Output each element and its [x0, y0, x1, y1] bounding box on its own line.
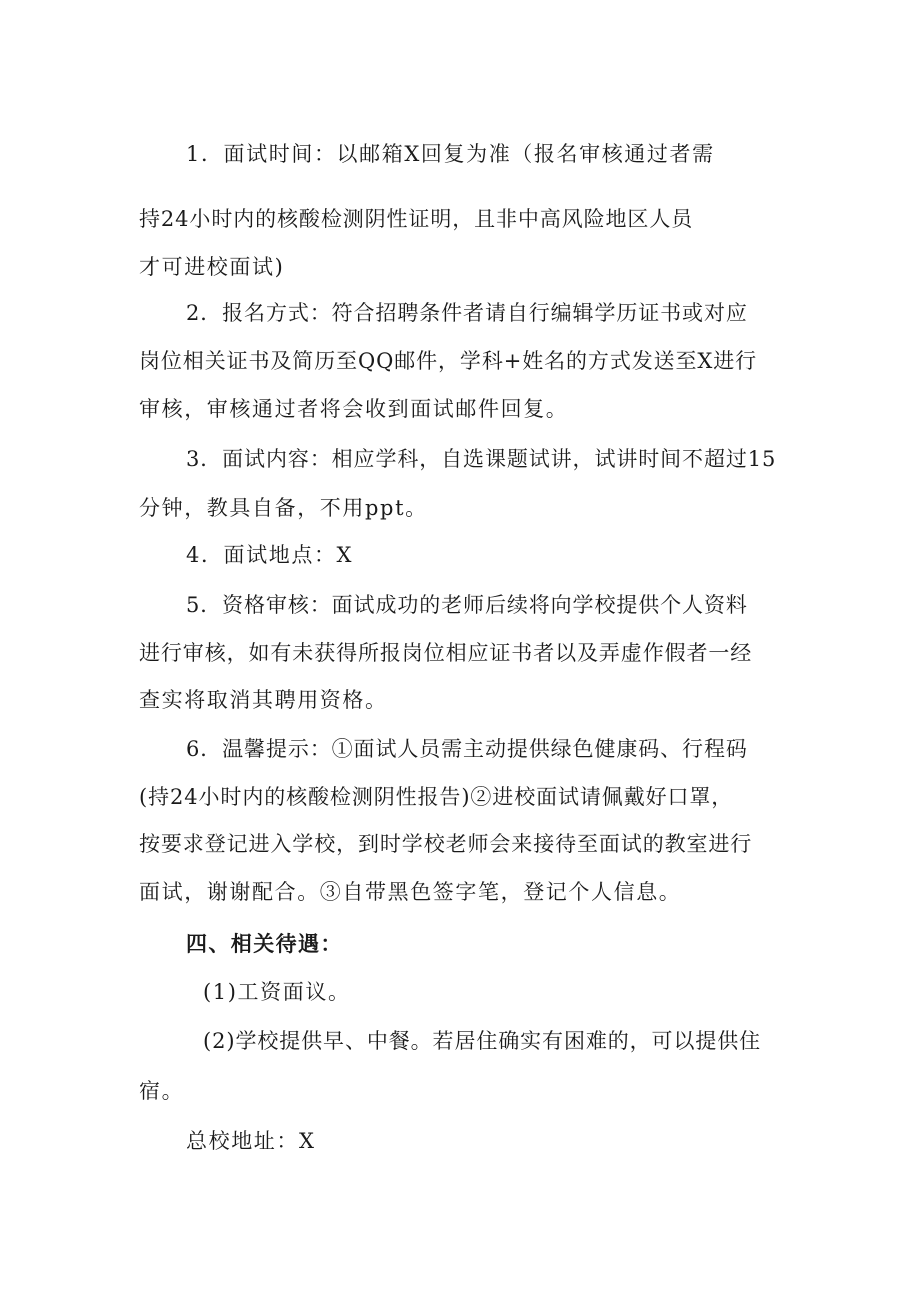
- item2-line2: 岗位相关证书及简历至QQ邮件，学科+姓名的方式发送至X进行: [139, 349, 758, 373]
- address: 总校地址：X: [186, 1129, 316, 1153]
- item2-line1: 2．报名方式：符合招聘条件者请自行编辑学历证书或对应: [186, 301, 748, 325]
- item5-line3: 查实将取消其聘用资格。: [139, 688, 388, 712]
- item5-line2: 进行审核，如有未获得所报岗位相应证书者以及弄虚作假者一经: [139, 641, 753, 665]
- benefit2-line2: 宿。: [139, 1079, 185, 1103]
- item6-line1: 6．温馨提示：①面试人员需主动提供绿色健康码、行程码: [186, 737, 748, 761]
- benefit2-line1: (2)学校提供早、中餐。若居住确实有困难的，可以提供住: [203, 1029, 762, 1053]
- item6-line4: 面试，谢谢配合。③自带黑色签字笔，登记个人信息。: [139, 880, 682, 904]
- item6-line2: (持24小时内的核酸检测阴性报告)②进校面试请佩戴好口罩，: [139, 785, 734, 809]
- item4-line1: 4．面试地点：X: [186, 543, 354, 567]
- item1-line3: 才可进校面试): [139, 255, 285, 279]
- item5-line1: 5．资格审核：面试成功的老师后续将向学校提供个人资料: [186, 593, 748, 617]
- item1-line1: 1．面试时间：以邮箱X回复为准（报名审核通过者需: [186, 142, 715, 166]
- item1-line2: 持24小时内的核酸检测阴性证明，且非中高风险地区人员: [139, 207, 694, 231]
- item3-line1: 3．面试内容：相应学科，自选课题试讲，试讲时间不超过15: [186, 447, 777, 471]
- benefit1: (1)工资面议。: [203, 980, 351, 1004]
- section4-heading: 四、相关待遇：: [186, 932, 343, 956]
- item3-line2: 分钟，教具自备，不用ppt。: [139, 496, 428, 520]
- item2-line3: 审核，审核通过者将会收到面试邮件回复。: [139, 397, 569, 421]
- item6-line3: 按要求登记进入学校，到时学校老师会来接待至面试的教室进行: [139, 832, 753, 856]
